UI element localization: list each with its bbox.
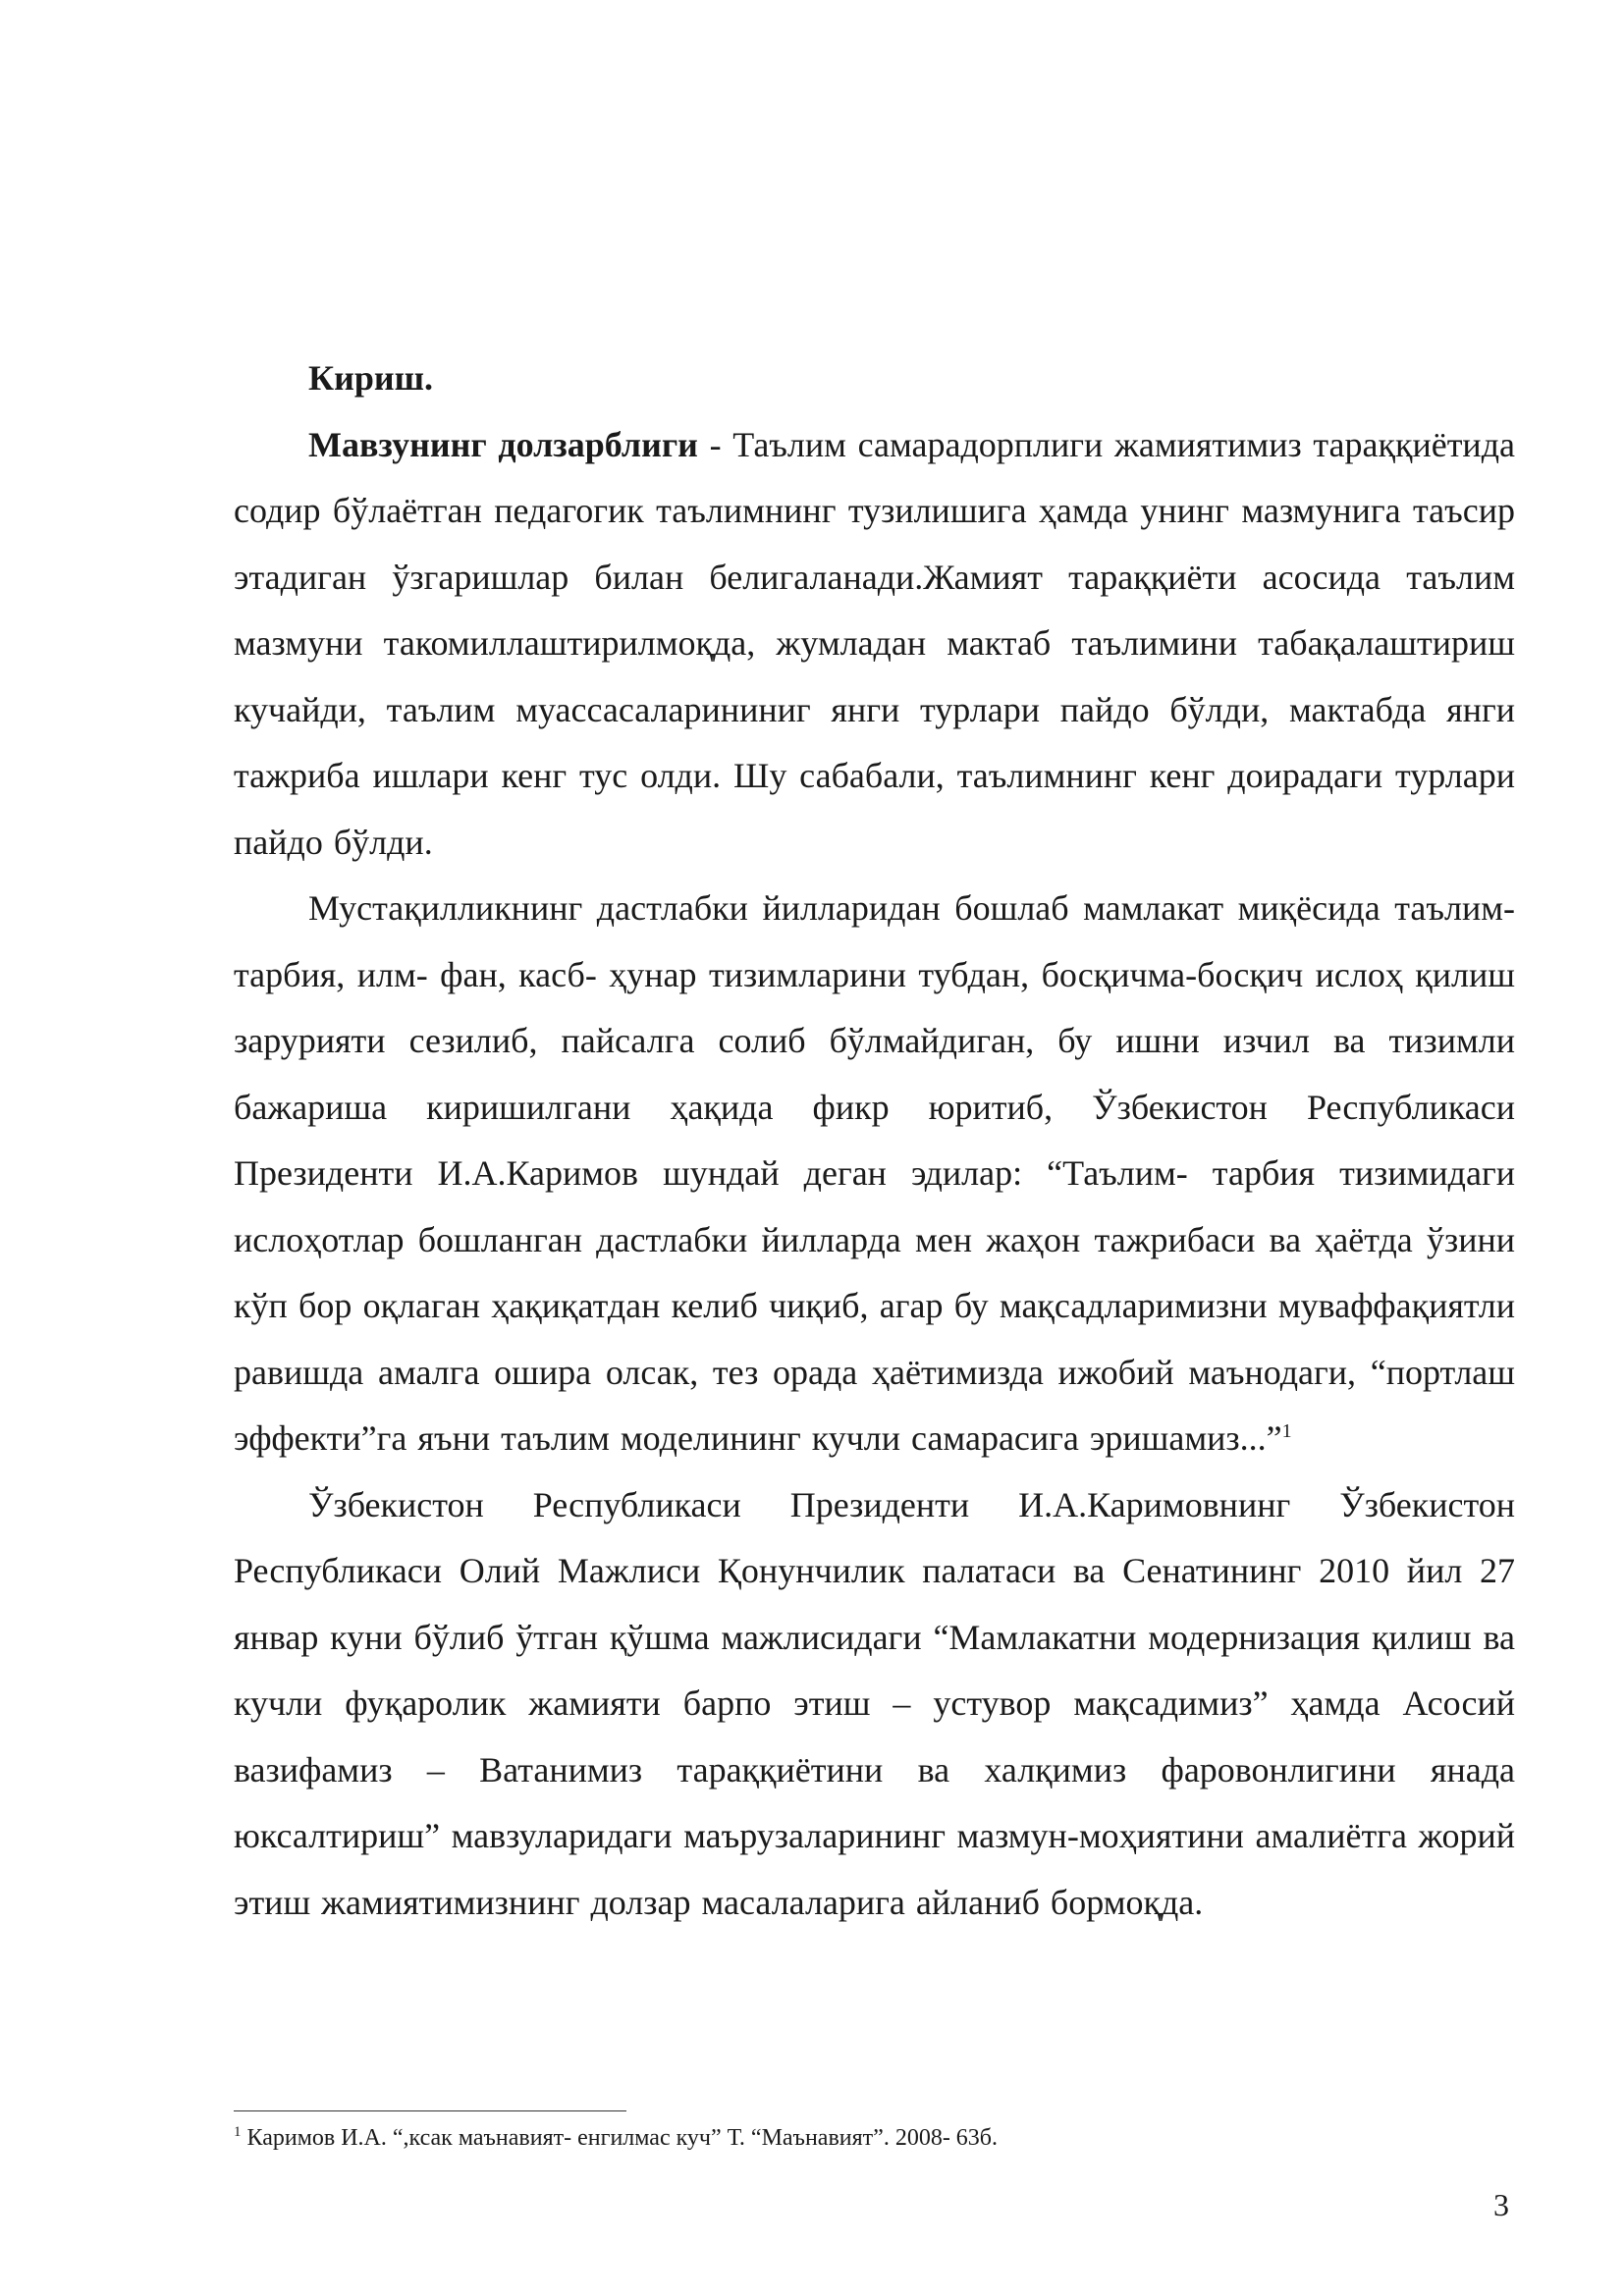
paragraph-relevance [234, 412, 1515, 877]
footnote-number: 1 [234, 2124, 242, 2140]
body-text [234, 346, 1515, 1936]
paragraph-president-speech [234, 1472, 1515, 1937]
footnote-text: Каримов И.А. “,ксак маънавият- енгилмас куч” Т. “Маънавият”. 2008- 63б. [241, 2125, 999, 2151]
footnote-reference[interactable]: 1 [1281, 1420, 1292, 1442]
president-speech-text: Ўзбекистон Республикаси Президенти И.А.Каримовнинг Ўзбекистон Республикаси Олий Мажлиси Қонунчилик палатаси ва Сенатининг 2010 йил 27 январ куни бўлиб ўтган қўшма мажлисидаги “Мамлакатни модернизация қилиш ва кучли фуқаролик жамияти барпо этиш – устувор мақсадимиз” ҳамда Асосий вазифамиз – Ватанимиз тараққиётини ва халқимиз фаровонлигини янада юксалтириш” мавзуларидаги маърузаларининг мазмун-моҳиятини амалиётга жорий этиш жамиятимизнинг долзар масалаларига айланиб бормоқда. [234, 1484, 1515, 1922]
paragraph-independence [234, 876, 1515, 1472]
footnote-separator [234, 2110, 626, 2111]
footnote [234, 2123, 1510, 2153]
section-heading: Кириш. [308, 358, 434, 398]
relevance-text: - Таълим самарадорплиги жамиятимиз тараққиётида содир бўлаётган педагогик таълимнинг тузилишига ҳамда унинг мазмунига таъсир этадиган ўзгаришлар билан белигаланади.Жамият тараққиёти асосида таълим мазмуни такомиллаштирилмоқда, жумладан мактаб таълимини табақалаштириш кучайди, таълим муассасаларининиг янги турлари пайдо бўлди, мактабда янги тажриба ишлари кенг тус олди. Шу сабабали, таълимнинг кенг доирадаги турлари пайдо бўлди. [234, 424, 1515, 862]
independence-text: Мустақилликнинг дастлабки йилларидан бошлаб мамлакат миқёсида таълим- тарбия, илм- фан, касб- ҳунар тизимларини тубдан, босқичма-босқич ислоҳ қилиш зарурияти сезилиб, пайсалга солиб бўлмайдиган, бу ишни изчил ва тизимли бажариша киришилгани ҳақида фикр юритиб, Ўзбекистон Республикаси Президенти И.А.Каримов шундай деган эдилар: “Таълим- тарбия тизимидаги ислоҳотлар бошланган дастлабки йилларда мен жаҳон тажрибаси ва ҳаётда ўзини кўп бор оқлаган ҳақиқатдан келиб чиқиб, агар бу мақсадларимизни муваффақиятли равишда амалга ошира олсак, тез орада ҳаётимизда ижобий маънодаги, “портлаш эффекти”га яъни таълим моделининг кучли самарасига эришамиз...” [234, 888, 1515, 1458]
page-number: 3 [1493, 2187, 1509, 2222]
relevance-label: Мавзунинг долзарблиги [308, 424, 698, 464]
